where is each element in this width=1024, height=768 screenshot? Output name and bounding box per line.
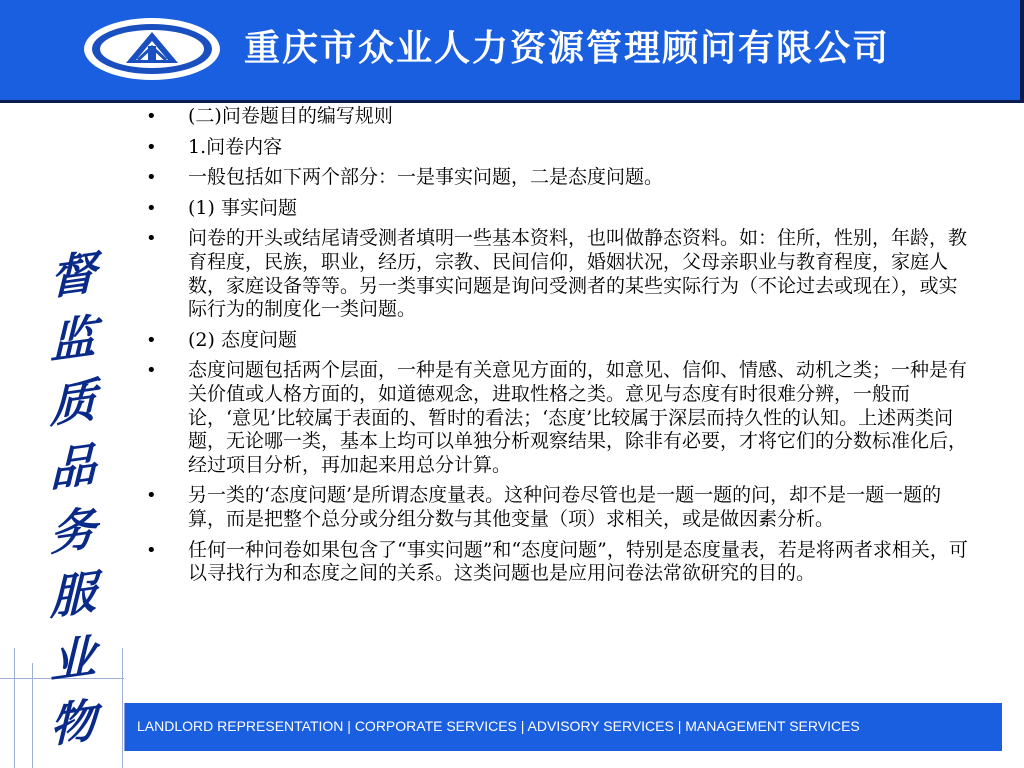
list-item: • 问卷的开头或结尾请受测者填明一些基本资料，也叫做静态资料。如：住所，性别，年龄，教育程度，民族，职业，经历，宗教、民间信仰，婚姻状况，父母亲职业与教育程度，家庭人数，家庭设备等等。另一类事实问题是询问受测者的某些实际行为（不论过去或现在），或实际行为的制度化一类问题。 — [140, 227, 968, 321]
header-shadow — [1020, 0, 1024, 103]
side-title — [40, 243, 106, 755]
list-item: • 另一类的‘态度问题’是所谓态度量表。这种问卷尽管也是一题一题的问，却不是一题一题的算，而是把整个总分或分组分数与其他变量（项）求相关，或是做因素分析。 — [140, 484, 968, 531]
decorative-line — [14, 648, 15, 768]
footer-text: LANDLORD REPRESENTATION | CORPORATE SERVICES | ADVISORY SERVICES | MANAGEMENT SERVICES — [137, 718, 860, 734]
side-title-char: 质 — [50, 372, 96, 434]
side-title-char: 监 — [50, 308, 96, 370]
company-logo-icon — [82, 16, 222, 82]
list-item: • (1) 事实问题 — [140, 197, 968, 221]
side-title-char: 务 — [50, 500, 96, 562]
list-item: • 态度问题包括两个层面，一种是有关意见方面的，如意见、信仰、情感、动机之类；一种是有关价值或人格方面的，如道德观念，进取性格之类。意见与态度有时很难分辨，一般而论，‘意见’比较属于表面的、暂时的看法；‘态度’比较属于深层而持久性的认知。上述两类问题，无论哪一类，基本上均可以单独分析观察结果，除非有必要，才将它们的分数标准化后，经过项目分析，再加起来用总分计算。 — [140, 359, 968, 477]
header-banner — [0, 0, 1020, 103]
list-item: • 一般包括如下两个部分：一是事实问题，二是态度问题。 — [140, 166, 968, 190]
list-item: • 任何一种问卷如果包含了“事实问题”和“态度问题”，特别是态度量表，若是将两者求相关，可以寻找行为和态度之间的关系。这类问题也是应用问卷法常欲研究的目的。 — [140, 539, 968, 586]
main-content — [140, 105, 980, 703]
list-item: • (2) 态度问题 — [140, 329, 968, 353]
footer-gap — [1002, 703, 1024, 751]
bullet-list — [140, 105, 980, 586]
side-title-char: 督 — [50, 244, 96, 306]
side-title-char: 物 — [50, 692, 96, 754]
side-title-char: 品 — [50, 436, 96, 498]
side-title-char: 服 — [50, 564, 96, 626]
company-name: 重庆市众业人力资源管理顾问有限公司 — [244, 27, 891, 69]
list-item: • (二)问卷题目的编写规则 — [140, 105, 968, 129]
side-title-char: 业 — [50, 628, 96, 690]
left-panel — [0, 103, 124, 768]
list-item: • 1.问卷内容 — [140, 136, 968, 160]
footer-bar — [124, 703, 1003, 751]
decorative-line — [122, 648, 123, 768]
